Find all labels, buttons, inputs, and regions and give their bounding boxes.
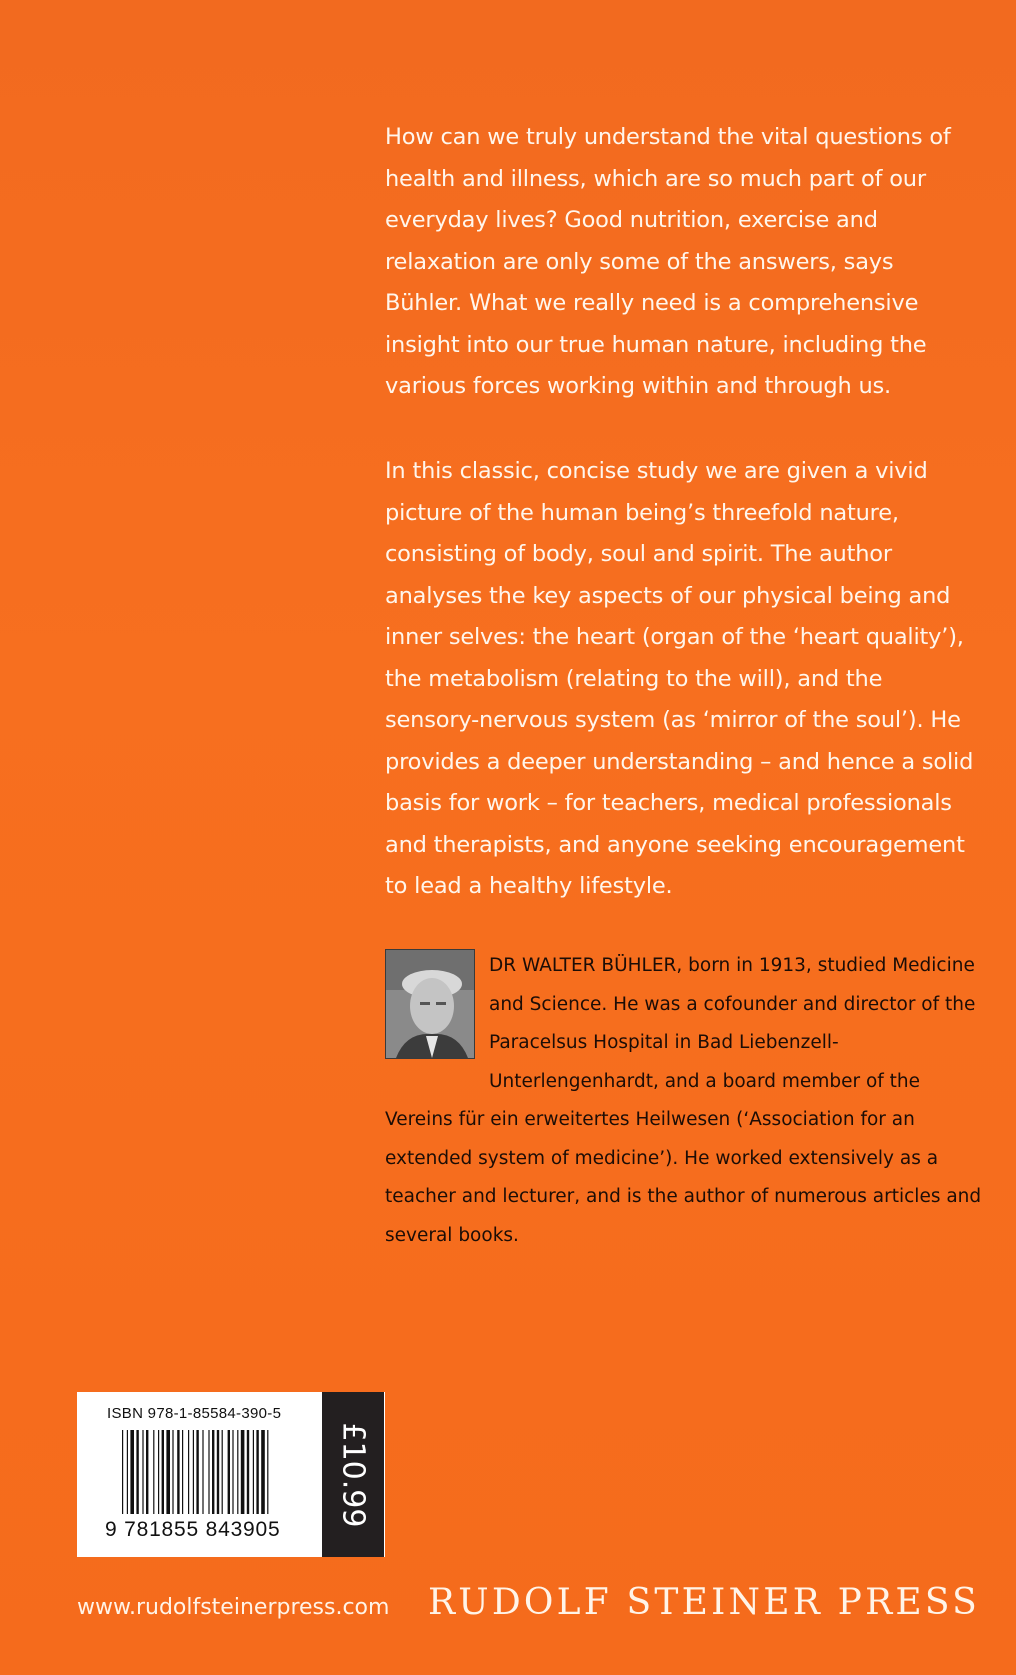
- barcode-bar: [142, 1430, 143, 1514]
- price-label: £10.99: [335, 1422, 371, 1527]
- barcode-bar: [196, 1430, 198, 1514]
- barcode-digits: 9 781855 843905: [105, 1518, 281, 1541]
- barcode-bar: [193, 1430, 194, 1514]
- barcode-bar: [202, 1430, 203, 1514]
- author-photo: [385, 949, 475, 1059]
- barcode-bar: [212, 1430, 214, 1514]
- barcode-bar: [247, 1430, 249, 1514]
- barcode-bar: [172, 1430, 173, 1514]
- barcode-bar: [217, 1430, 219, 1514]
- author-bio-text: DR WALTER BÜHLER, born in 1913, studied Medicine and Science. He was a cofounder and director of the Paracelsus Hospital in Bad Liebenzell-Unterlengenhardt, and a board member of the Vereins für ein erweitertes Heilwesen (‘Association for an extended system of medicine’). He worked extensively as a teacher and lecturer, and is the author of numerous articles and several books.: [385, 955, 982, 1246]
- barcode-bar: [241, 1430, 245, 1514]
- barcode-bar: [177, 1430, 179, 1514]
- barcode-bar: [127, 1430, 128, 1514]
- publisher-name: RUDOLF STEINER PRESS: [428, 1582, 980, 1623]
- barcode-bar: [158, 1430, 159, 1514]
- barcode-bar: [253, 1430, 254, 1514]
- barcode-bars: [122, 1430, 347, 1528]
- barcode-bar: [267, 1430, 268, 1514]
- barcode-bar: [208, 1430, 209, 1514]
- barcode-bar: [130, 1430, 134, 1514]
- barcode-bar: [261, 1430, 265, 1514]
- blurb-paragraph-1: How can we truly understand the vital questions of health and illness, which are so much part of our everyday lives? Good nutrition, exercise and relaxation are only some of the answers, says Bühler. What we really need is a comprehensive insight into our true human nature, including the various forces working within and through us.: [385, 124, 951, 399]
- barcode-bar: [237, 1430, 238, 1514]
- author-bio-section: [385, 947, 985, 1255]
- barcode-bar: [256, 1430, 258, 1514]
- barcode-bar: [136, 1430, 138, 1514]
- barcode-bar: [222, 1430, 223, 1514]
- publisher-website: www.rudolfsteinerpress.com: [77, 1595, 390, 1620]
- price-box: [322, 1392, 384, 1557]
- barcode-bar: [232, 1430, 233, 1514]
- barcode-bar: [122, 1430, 123, 1514]
- barcode-bar: [162, 1430, 164, 1514]
- barcode-bar: [146, 1430, 148, 1514]
- barcode-bar: [153, 1430, 154, 1514]
- barcode-bar: [188, 1430, 189, 1514]
- barcode-bar: [166, 1430, 170, 1514]
- barcode-bar: [228, 1430, 230, 1514]
- blurb-paragraph-2: In this classic, concise study we are given a vivid picture of the human being’s threefold nature, consisting of body, soul and spirit. The author analyses the key aspects of our physical being and inner selves: the heart (organ of the ‘heart quality’), the metabolism (relating to the will), and the sensory-nervous system (as ‘mirror of the soul’). He provides a deeper understanding – and hence a solid basis for work – for teachers, medical professionals and therapists, and anyone seeking encouragement to lead a healthy lifestyle.: [385, 458, 974, 899]
- isbn-label: ISBN 978-1-85584-390-5: [107, 1405, 282, 1422]
- barcode-bar: [182, 1430, 183, 1514]
